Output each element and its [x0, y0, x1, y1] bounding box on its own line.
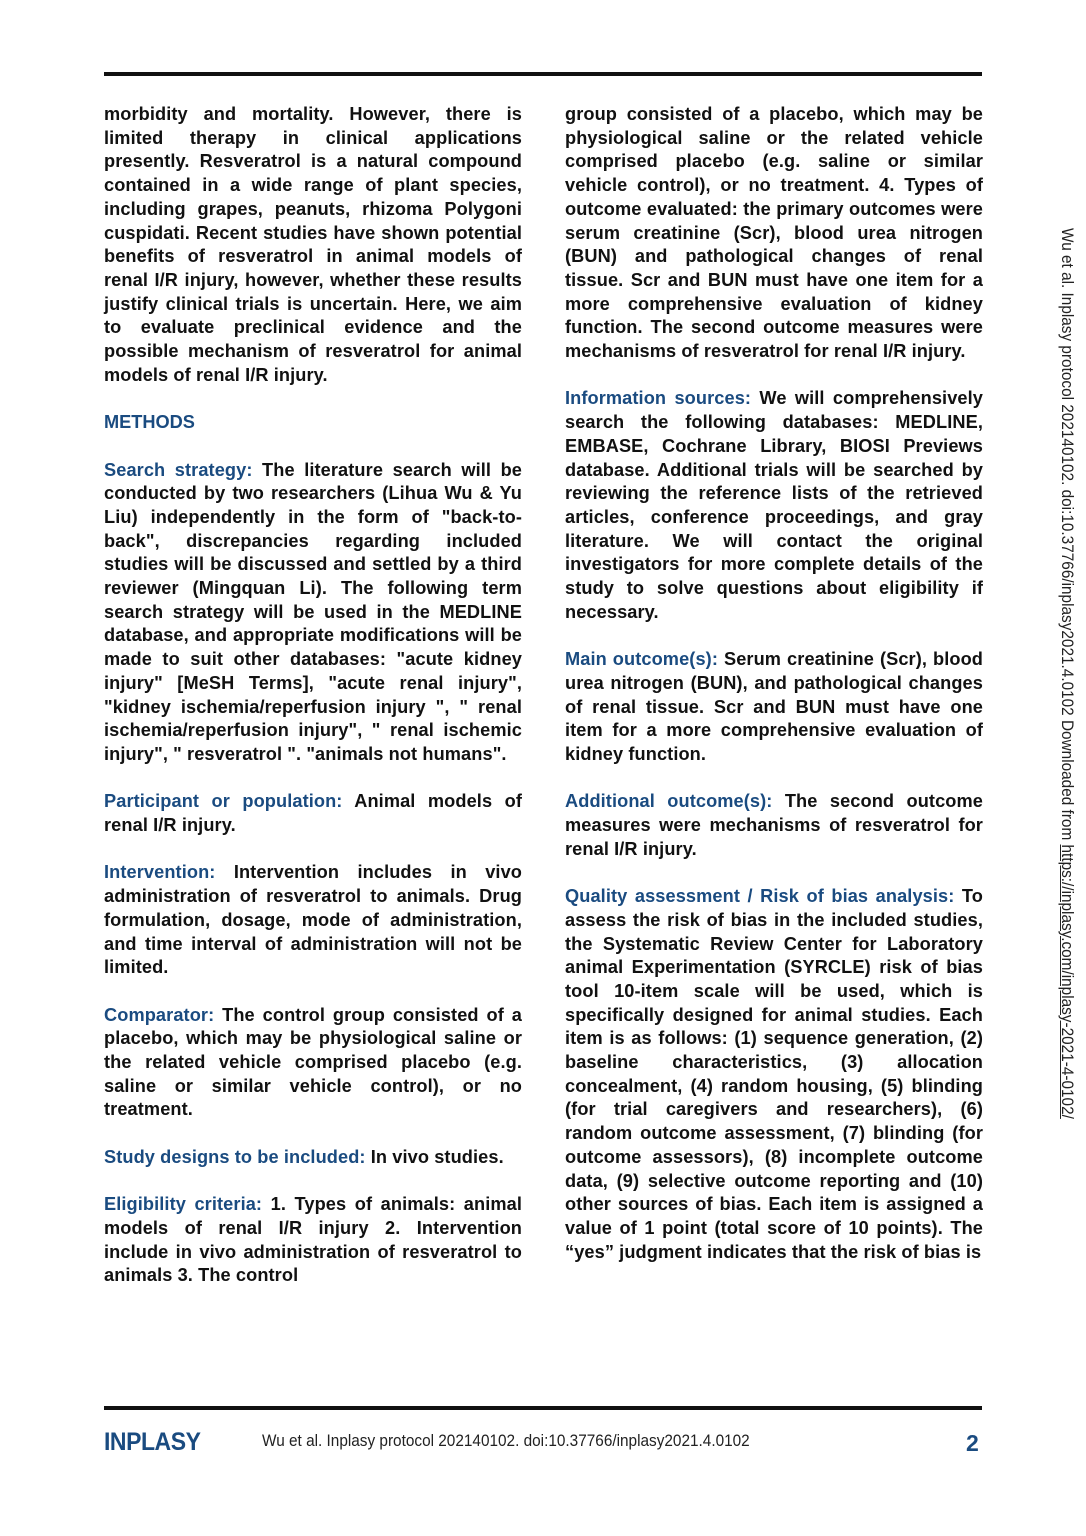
section-label: Participant or population:	[104, 791, 343, 812]
section-label: Comparator:	[104, 1004, 215, 1025]
comparator-section	[104, 1004, 522, 1123]
side-download-note	[1054, 228, 1084, 1308]
main-outcomes-section	[565, 648, 983, 767]
journal-brand: INPLASY	[104, 1428, 201, 1456]
section-text: 1. Types of animals: animal models of renal I/R injury 2. Intervention include in vivo administration of resveratrol to animals 3. The control	[104, 1194, 522, 1286]
section-text: The control group consisted of a placebo, which may be physiological saline or the related vehicle comprised placebo (e.g. saline or similar vehicle control), or no treatment.	[104, 1004, 522, 1120]
eligibility-section	[104, 1193, 522, 1288]
section-label: Additional outcome(s):	[565, 791, 773, 812]
intervention-section	[104, 861, 522, 980]
section-label: Main outcome(s):	[565, 649, 718, 670]
intro-paragraph: morbidity and mortality. However, there is limited therapy in clinical applications presently. Resveratrol is a natural compound contained in a wide range of plant species, including grapes, peanuts, rhizoma Polygoni cuspidati. Recent studies have shown potential benefits of resveratrol in animal models of renal I/R injury, however, whether these results justify clinical trials is uncertain. Here, we aim to evaluate preclinical evidence and the possible mechanism of resveratrol for animal models of renal I/R injury.	[104, 104, 522, 385]
section-label: Study designs to be included:	[104, 1146, 366, 1167]
section-text: We will comprehensively search the following databases: MEDLINE, EMBASE, Cochrane Library, BIOSI Previews database. Additional trials will be searched by reviewing the reference lists of the retrieved articles, conference proceedings, and gray literature. We will contact the original investigators for more complete details of the study to solve questions about eligibility if necessary.	[565, 388, 983, 622]
side-note-text: Wu et al. Inplasy protocol 202140102. doi:10.37766/inplasy2021.4.0102 Downloaded from	[1058, 228, 1076, 845]
section-label: Information sources:	[565, 388, 752, 409]
section-label: Quality assessment / Risk of bias analysis:	[565, 886, 955, 907]
additional-outcomes-section	[565, 790, 983, 861]
information-sources-section	[565, 387, 983, 624]
section-text: In vivo studies.	[365, 1146, 504, 1167]
participant-section	[104, 790, 522, 837]
section-text: Intervention includes in vivo administration of resveratrol to animals. Drug formulation, dosage, mode of administration, and time interval of administration will not be limited.	[104, 862, 522, 978]
quality-assessment-section	[565, 885, 983, 1264]
left-column	[104, 103, 522, 1288]
section-text: The second outcome measures were mechanisms of resveratrol for renal I/R injury.	[565, 791, 984, 859]
top-rule	[104, 72, 982, 76]
study-designs-section	[104, 1146, 522, 1170]
section-text: To assess the risk of bias in the included studies, the Systematic Review Center for Laboratory animal Experimentation (SYRCLE) risk of bias tool 10-item scale will be used, which is specifically designed for animal studies. Each item is as follows: (1) sequence generation, (2) baseline characteristics, (3) allocation concealment, (4) random housing, (5) blinding (for trial caregivers and researchers), (6) random outcome assessment, (7) blinding (for outcome assessors), (8) incomplete outcome data, (9) selective outcome reporting and (10) other sources of bias. Each item is assigned a value of 1 point (total score of 10 points). The “yes” judgment indicates that the risk of bias is	[565, 886, 983, 1262]
page-number: 2	[966, 1430, 979, 1456]
search-strategy-section	[104, 459, 522, 767]
section-label: Intervention:	[104, 862, 216, 883]
continuation-paragraph: group consisted of a placebo, which may be physiological saline or the related vehicle comprised placebo (e.g. saline or similar vehicle control), or no treatment. 4. Types of outcome evaluated: the primary outcomes were serum creatinine (Scr), blood urea nitrogen (BUN) and pathological changes of renal tissue. Scr and BUN must have one item for a more comprehensive evaluation of kidney function. The second outcome measures were mechanisms of resveratrol for renal I/R injury.	[565, 104, 983, 362]
download-link[interactable]: https://inplasy.com/inplasy-2021-4-0102/	[1058, 844, 1076, 1119]
right-column	[565, 103, 983, 1264]
section-text: The literature search will be conducted by two researchers (Lihua Wu & Yu Liu) independently in the form of "back-to-back", discrepancies regarding included studies will be discussed and settled by a third reviewer (Mingquan Li). The following term search strategy will be used in the MEDLINE database, and appropriate modifications will be made to suit other databases: "acute kidney injury" [MeSH Terms], "acute renal injury", "kidney ischemia/reperfusion injury ", " renal ischemia/reperfusion injury", " renal ischemic injury", " resveratrol ". "animals not humans".	[104, 459, 522, 764]
section-text: Animal models of renal I/R injury.	[104, 791, 522, 836]
section-label: Eligibility criteria:	[104, 1194, 263, 1215]
bottom-rule	[104, 1406, 982, 1410]
methods-heading: METHODS	[104, 412, 195, 433]
section-label: Search strategy:	[104, 459, 253, 480]
footer-citation: Wu et al. Inplasy protocol 202140102. doi:10.37766/inplasy2021.4.0102	[262, 1432, 750, 1450]
section-text: Serum creatinine (Scr), blood urea nitrogen (BUN), and pathological changes of renal tissue. Scr and BUN must have one item for a more comprehensive evaluation of kidney function.	[565, 649, 984, 764]
